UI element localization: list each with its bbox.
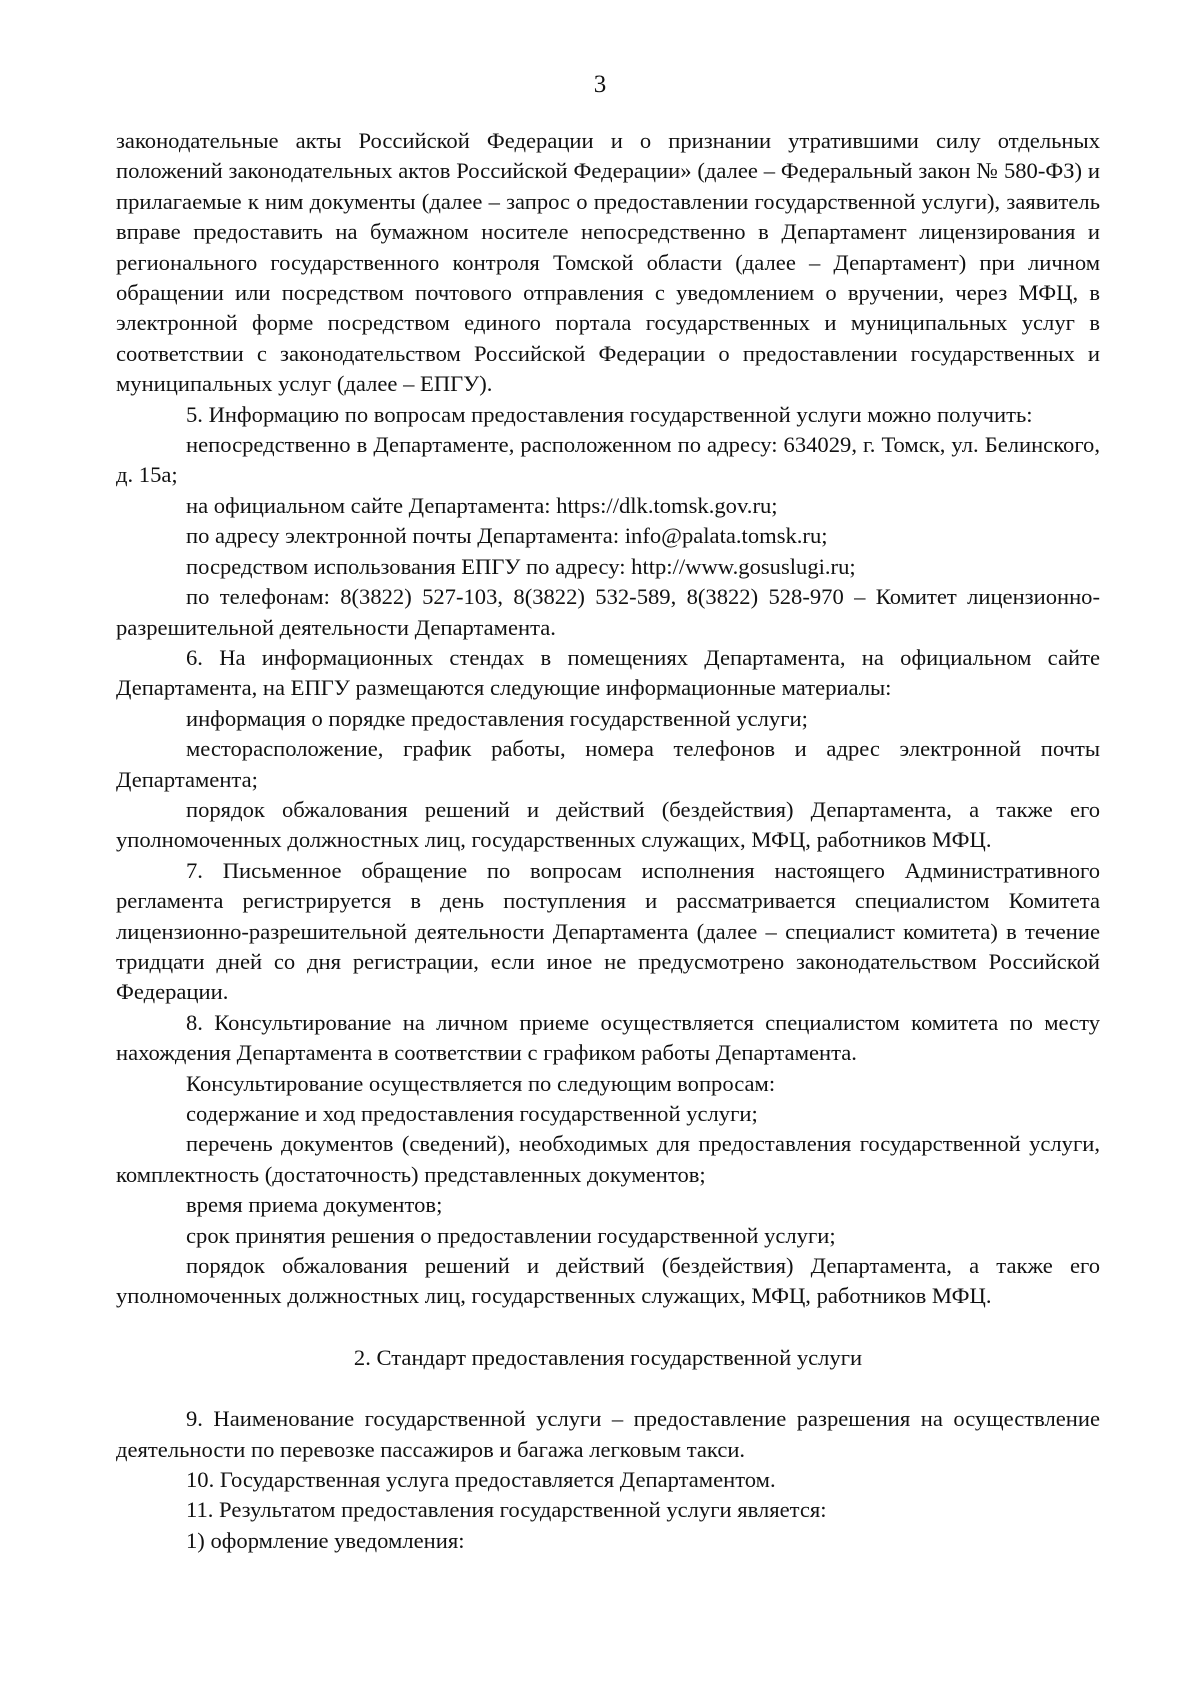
- paragraph-continuation: законодательные акты Российской Федерации и о признании утратившими силу отдельных положений законодательных актов Российской Федерации» (далее – Федеральный закон № 580-ФЗ) и прилагаемые к ним документы (далее – запрос о предоставлении государственной услуги), заявитель вправе предоставить на бумажном носителе непосредственно в Департамент лицензирования и регионального государственного контроля Томской области (далее – Департамент) при личном обращении или посредством почтового отправления с уведомлением о вручении, через МФЦ, в электронной форме посредством единого портала государственных и муниципальных услуг в соответствии с законодательством Российской Федерации о предоставлении государственных и муниципальных услуг (далее – ЕПГУ).: [116, 128, 1100, 397]
- section-heading: 2. Стандарт предоставления государственной услуги: [353, 1344, 863, 1370]
- info-source-website: на официальном сайте Департамента: https://dlk.tomsk.gov.ru;: [186, 492, 778, 518]
- consultation-topic-decision-term: срок принятия решения о предоставлении государственной услуги;: [186, 1222, 836, 1248]
- info-source-email: по адресу электронной почты Департамента: info@palata.tomsk.ru;: [186, 523, 828, 549]
- paragraph-item-11-subitem-1: 1) оформление уведомления:: [186, 1527, 465, 1553]
- consultation-topic-appeal: порядок обжалования решений и действий (бездействия) Департамента, а также его уполномоченных должностных лиц, государственных служащих, МФЦ, работников МФЦ.: [116, 1253, 1100, 1309]
- paragraph-item-8: 8. Консультирование на личном приеме осуществляется специалистом комитета по месту нахождения Департамента в соответствии с графиком работы Департамента.: [116, 1009, 1100, 1066]
- consultation-topics-intro: Консультирование осуществляется по следующим вопросам:: [186, 1070, 776, 1096]
- paragraph-item-9: 9. Наименование государственной услуги – предоставление разрешения на осуществление деятельности по перевозке пассажиров и багажа легковым такси.: [116, 1406, 1100, 1462]
- paragraph-item-6: 6. На информационных стендах в помещениях Департамента, на официальном сайте Департамента, на ЕПГУ размещаются следующие информационные материалы:: [116, 644, 1100, 701]
- consultation-topic-reception-time: время приема документов;: [186, 1192, 443, 1218]
- consultation-topic-documents: перечень документов (сведений), необходимых для предоставления государственной услуги, комплектность (достаточность) представленных документов;: [116, 1131, 1100, 1187]
- info-material-procedure: информация о порядке предоставления государственной услуги;: [186, 705, 808, 731]
- info-source-department-address: непосредственно в Департаменте, расположенном по адресу: 634029, г. Томск, ул. Белинского, д. 15а;: [116, 432, 1100, 488]
- info-material-location: месторасположение, график работы, номера телефонов и адрес электронной почты Департамента;: [116, 736, 1100, 792]
- page-number: 3: [593, 71, 607, 98]
- paragraph-item-10: 10. Государственная услуга предоставляется Департаментом.: [186, 1467, 776, 1493]
- paragraph-item-5: 5. Информацию по вопросам предоставления государственной услуги можно получить:: [186, 401, 1033, 427]
- info-source-epgu: посредством использования ЕПГУ по адресу: http://www.gosuslugi.ru;: [186, 553, 856, 579]
- paragraph-item-7: 7. Письменное обращение по вопросам исполнения настоящего Административного регламента регистрируется в день поступления и рассматривается специалистом Комитета лицензионно-разрешительной деятельности Департамента (далее – специалист комитета) в течение тридцати дней со дня регистрации, если иное не предусмотрено законодательством Российской Федерации.: [116, 857, 1100, 1005]
- info-source-phones: по телефонам: 8(3822) 527-103, 8(3822) 532-589, 8(3822) 528-970 – Комитет лицензионно-разрешительной деятельности Департамента.: [116, 584, 1100, 640]
- info-material-appeal: порядок обжалования решений и действий (бездействия) Департамента, а также его уполномоченных должностных лиц, государственных служащих, МФЦ, работников МФЦ.: [116, 796, 1100, 853]
- paragraph-item-11: 11. Результатом предоставления государственной услуги является:: [186, 1497, 827, 1523]
- consultation-topic-progress: содержание и ход предоставления государственной услуги;: [186, 1101, 758, 1126]
- document-body: [116, 126, 1100, 1556]
